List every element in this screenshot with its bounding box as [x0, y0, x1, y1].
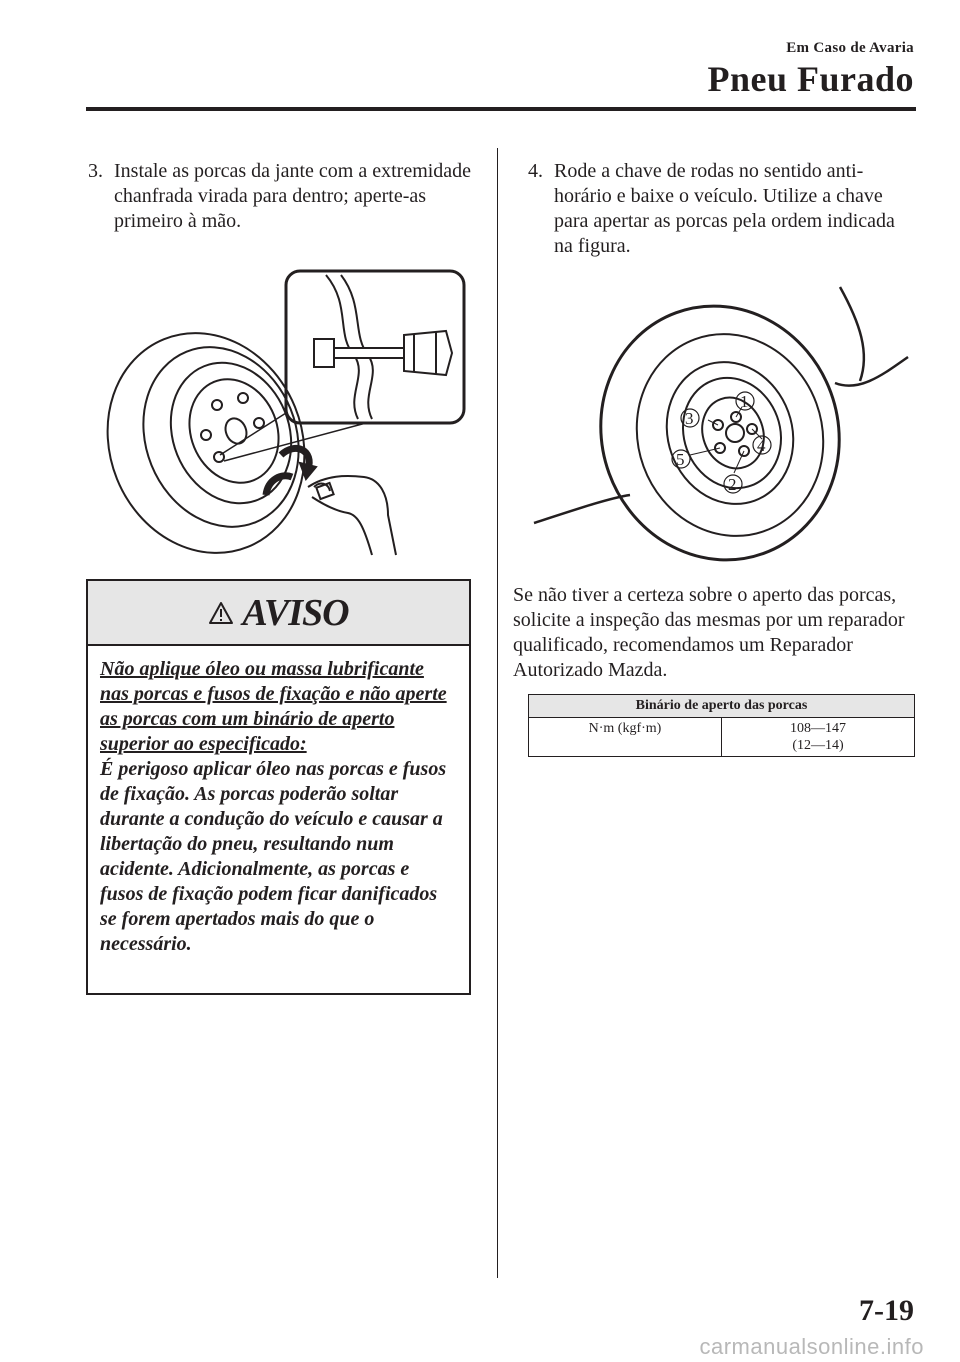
lug-nut-installation-figure: [96, 265, 476, 560]
warning-triangle-icon: [208, 601, 234, 625]
torque-value-alt: (12—14): [792, 738, 844, 753]
torque-table-header: Binário de aperto das porcas: [529, 695, 915, 718]
watermark: carmanualsonline.info: [699, 1334, 924, 1359]
warning-body: [88, 646, 469, 957]
order-label-1: 1: [740, 392, 749, 411]
order-label-4: 4: [757, 436, 766, 455]
step-text: Instale as porcas da jante com a extremidade chanfrada virada para dentro; aperte-as primeiro à mão.: [114, 160, 472, 232]
torque-value-cell: [722, 718, 915, 757]
column-divider: [497, 148, 498, 1278]
step-3: [88, 159, 478, 234]
step-text: Rode a chave de rodas no sentido anti-horário e baixe o veículo. Utilize a chave para apertar as porcas pela ordem indicada na figura.: [554, 160, 895, 257]
hand-illustration: [308, 476, 396, 555]
order-label-5: 5: [676, 450, 685, 469]
torque-table: [528, 694, 915, 757]
wheel-illustration: [565, 283, 874, 563]
warning-text: É perigoso aplicar óleo nas porcas e fusos de fixação. As porcas poderão soltar durante a condução do veículo e causar a libertação do pneu, resultando num acidente. Adicionalmente, as porcas e fusos de fixação podem ficar danificados se forem apertados mais do que o necessário.: [100, 758, 447, 955]
section-title: Em Caso de Avaria: [786, 40, 914, 56]
step-number: 3.: [88, 160, 103, 182]
page-title: Pneu Furado: [707, 59, 914, 99]
order-label-2: 2: [728, 475, 737, 494]
inspection-note: Se não tiver a certeza sobre o aperto das porcas, solicite a inspeção das mesmas por um reparador qualificado, recomendamos um Reparador Autorizado Mazda.: [513, 584, 905, 681]
header-rule: [86, 107, 916, 111]
step-4: [528, 159, 913, 259]
tire-illustration: [96, 303, 337, 560]
lug-nut-detail-inset: [220, 271, 464, 461]
warning-box: [86, 579, 471, 995]
warning-lead: Não aplique óleo ou massa lubrificante nas porcas e fusos de fixação e não aperte as porcas com um binário de aperto superior ao especificado:: [100, 658, 447, 755]
warning-title: AVISO: [242, 591, 349, 634]
torque-unit-cell: N·m (kgf·m): [529, 718, 722, 757]
tightening-order-figure: [530, 283, 915, 563]
order-label-3: 3: [685, 409, 694, 428]
warning-header: [88, 581, 469, 646]
torque-value: 108—147: [790, 721, 846, 736]
page-number: 7-19: [859, 1294, 914, 1327]
step-number: 4.: [528, 160, 543, 182]
